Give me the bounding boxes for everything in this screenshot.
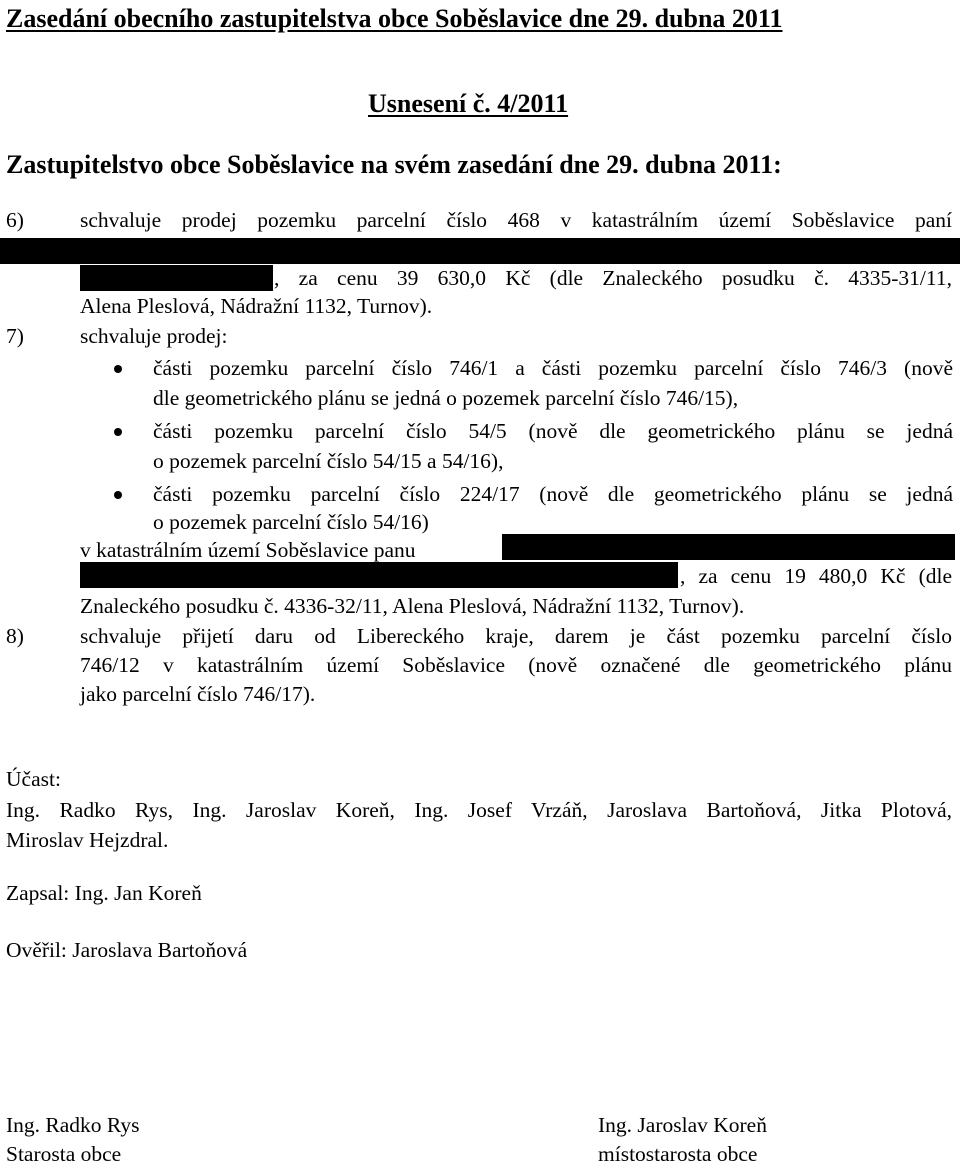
item-8-line-1: schvaluje přijetí daru od Libereckého kraje, darem je část pozemku parcelní číslo — [80, 624, 952, 648]
attendance-label: Účast: — [6, 767, 61, 791]
item-7-line-1: schvaluje prodej: — [80, 324, 228, 348]
item-8-line-3: jako parcelní číslo 746/17). — [80, 682, 316, 706]
item-7-buyer-line: v katastrálním území Soběslavice panu — [80, 538, 416, 562]
resolution-intro: Zastupitelstvo obce Soběslavice na svém zasedání dne 29. dubna 2011: — [6, 150, 782, 179]
signature-name-right: Ing. Jaroslav Koreň — [598, 1113, 767, 1137]
bullet-icon — [114, 491, 122, 499]
item-8-number: 8) — [6, 624, 24, 648]
document-title: Zasedání obecního zastupitelstva obce Soběslavice dne 29. dubna 2011 — [6, 4, 783, 33]
item-7-last-line: Znaleckého posudku č. 4336-32/11, Alena Pleslová, Nádražní 1132, Turnov). — [80, 594, 745, 618]
attendance-line-2: Miroslav Hejzdral. — [6, 828, 169, 852]
item-7-number: 7) — [6, 324, 24, 348]
item-6-line-3: , za cenu 39 630,0 Kč (dle Znaleckého posudku č. 4335-31/11, — [274, 266, 952, 290]
attendance-line-1: Ing. Radko Rys, Ing. Jaroslav Koreň, Ing. Josef Vrzáň, Jaroslava Bartoňová, Jitka Plotová, — [6, 798, 952, 822]
item-6-line-1: schvaluje prodej pozemku parcelní číslo 468 v katastrálním území Soběslavice paní — [80, 208, 952, 232]
bullet-icon — [114, 365, 122, 373]
recorded-by: Zapsal: Ing. Jan Koreň — [6, 881, 202, 905]
item-6-line-4: Alena Pleslová, Nádražní 1132, Turnov). — [80, 294, 433, 318]
bullet-icon — [114, 428, 122, 436]
resolution-number: Usnesení č. 4/2011 — [368, 89, 569, 118]
item-7-bullet-1-line-1: části pozemku parcelní číslo 746/1 a části pozemku parcelní číslo 746/3 (nově — [153, 356, 953, 380]
redaction-block — [80, 562, 678, 588]
signature-role-right: místostarosta obce — [598, 1142, 758, 1166]
item-7-bullet-2-line-2: o pozemek parcelní číslo 54/15 a 54/16), — [153, 449, 504, 473]
redaction-block — [0, 238, 960, 264]
item-7-price-line: , za cenu 19 480,0 Kč (dle — [680, 564, 952, 588]
item-8-line-2: 746/12 v katastrálním území Soběslavice (nově označené dle geometrického plánu — [80, 653, 952, 677]
item-7-bullet-2-line-1: části pozemku parcelní číslo 54/5 (nově dle geometrického plánu se jedná — [153, 419, 953, 443]
item-6-number: 6) — [6, 208, 24, 232]
item-7-bullet-3-line-1: části pozemku parcelní číslo 224/17 (nově dle geometrického plánu se jedná — [153, 482, 953, 506]
verified-by: Ověřil: Jaroslava Bartoňová — [6, 938, 248, 962]
item-7-bullet-1-line-2: dle geometrického plánu se jedná o pozemek parcelní číslo 746/15), — [153, 386, 739, 410]
redaction-block — [502, 534, 955, 560]
signature-name-left: Ing. Radko Rys — [6, 1113, 140, 1137]
signature-role-left: Starosta obce — [6, 1142, 122, 1166]
item-7-bullet-3-line-2: o pozemek parcelní číslo 54/16) — [153, 510, 429, 534]
redaction-block — [80, 265, 273, 291]
